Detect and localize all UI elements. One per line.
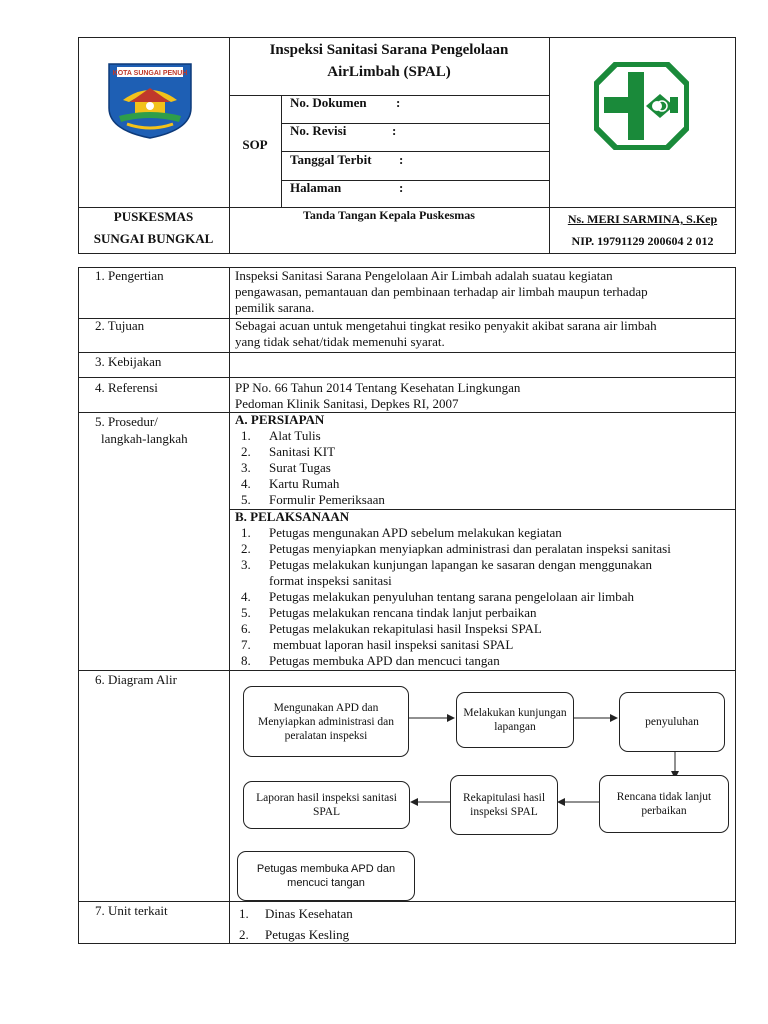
institution-name: [78, 206, 229, 250]
text-line: pengawasan, pemantauan dan pembinaan terhadap air limbah maupun terhadap: [235, 284, 648, 299]
document-title: [229, 39, 549, 83]
text-line: Pedoman Klinik Sanitasi, Depkes RI, 2007: [235, 396, 459, 411]
list-item: 1. Dinas Kesehatan: [239, 906, 353, 921]
list-item-text: Petugas Kesling: [265, 927, 350, 942]
list-item-text: Petugas menyiapkan menyiapkan administrasi dan peralatan inspeksi sanitasi: [269, 541, 671, 556]
list-item-text: Formulir Pemeriksaan: [269, 492, 385, 507]
list-item-text: Kartu Rumah: [269, 476, 340, 491]
text-line: pemilik sarana.: [235, 300, 315, 315]
list-item-text: Petugas melakukan penyuluhan tentang sarana pengelolaan air limbah: [269, 589, 634, 604]
list-item: 3. Petugas melakukan kunjungan lapangan ke sasaran dengan menggunakan: [241, 557, 653, 572]
list-item: 4. Petugas melakukan penyuluhan tentang sarana pengelolaan air limbah: [241, 589, 634, 604]
list-item-text: Alat Tulis: [269, 428, 321, 443]
persiapan-title: A. PERSIAPAN: [235, 412, 325, 427]
flow-box-report: Laporan hasil inspeksi sanitasi SPAL: [243, 781, 410, 829]
signature-caption: Tanda Tangan Kepala Puskesmas: [303, 208, 475, 222]
doc-field-tanggal: [290, 152, 404, 168]
doc-field-label: Halaman: [290, 180, 342, 195]
flow-box-recap: Rekapitulasi hasil inspeksi SPAL: [450, 775, 558, 835]
persiapan-section: [235, 412, 730, 508]
list-item: 2. Petugas menyiapkan menyiapkan administrasi dan peralatan inspeksi sanitasi: [241, 541, 671, 556]
flow-box-follow-up: Rencana tidak lanjut perbaikan: [599, 775, 729, 833]
label-kebijakan: 3. Kebijakan: [95, 354, 162, 369]
list-item: 6. Petugas melakukan rekapitulasi hasil Inspeksi SPAL: [241, 621, 542, 636]
list-item: 1. Petugas mengunakan APD sebelum melakukan kegiatan: [241, 525, 562, 540]
doc-field-label: Tanggal Terbit: [290, 152, 372, 167]
doc-field-label: No. Dokumen: [290, 95, 367, 110]
list-item-text: format inspeksi sanitasi: [269, 573, 392, 588]
list-item: [235, 573, 730, 589]
list-item: 3. Surat Tugas: [241, 460, 331, 475]
doc-field-nomor: [290, 95, 401, 111]
label-tujuan: 2. Tujuan: [95, 318, 145, 333]
pelaksanaan-section: [235, 509, 730, 669]
label-referensi: 4. Referensi: [95, 380, 158, 395]
list-item: 8. Petugas membuka APD dan mencuci tangan: [241, 653, 500, 668]
list-item: 1. Alat Tulis: [241, 428, 321, 443]
institution-line-2: SUNGAI BUNGKAL: [93, 231, 214, 246]
doc-field-label: No. Revisi: [290, 123, 347, 138]
sop-label: SOP: [242, 137, 268, 152]
row-divider: [78, 901, 736, 902]
text-referensi: [235, 380, 730, 412]
doc-field-revisi: [290, 123, 397, 139]
doc-field-colon: :: [399, 152, 404, 167]
text-tujuan: [235, 318, 730, 350]
text-line: PP No. 66 Tahun 2014 Tentang Kesehatan Lingkungan: [235, 380, 521, 395]
title-line-1: Inspeksi Sanitasi Sarana Pengelolaan: [269, 42, 509, 58]
label-prosedur: [95, 413, 188, 447]
flow-box-finish: Petugas membuka APD dan mencuci tangan: [237, 851, 415, 901]
flow-box-prepare: Mengunakan APD dan Menyiapkan administrasi dan peralatan inspeksi: [243, 686, 409, 757]
text-pengertian: [235, 268, 730, 316]
puskesmas-logo: [594, 62, 689, 150]
doc-field-halaman: [290, 180, 404, 196]
list-item: 7. membuat laporan hasil inspeksi sanitasi SPAL: [241, 637, 514, 652]
head-name: Ns. MERI SARMINA, S.Kep: [567, 212, 718, 226]
list-item: 2. Sanitasi KIT: [241, 444, 336, 459]
city-emblem-logo: [105, 58, 195, 140]
list-item-text: Petugas melakukan rencana tindak lanjut perbaikan: [269, 605, 537, 620]
title-line-2: AirLimbah (SPAL): [327, 64, 451, 80]
emblem-text: KOTA SUNGAI PENUH: [112, 70, 188, 77]
list-item: 4. Kartu Rumah: [241, 476, 340, 491]
doc-field-colon: :: [392, 123, 397, 138]
list-item-text: Petugas melakukan kunjungan lapangan ke sasaran dengan menggunakan: [269, 557, 653, 572]
list-item-text: Dinas Kesehatan: [265, 906, 353, 921]
row-divider: [78, 377, 736, 378]
list-item-text: Petugas melakukan rekapitulasi hasil Inspeksi SPAL: [269, 621, 542, 636]
list-item-text: membuat laporan hasil inspeksi sanitasi SPAL: [273, 637, 514, 652]
doc-field-colon: :: [399, 180, 404, 195]
institution-line-1: PUSKESMAS: [113, 209, 194, 224]
flow-box-counseling: penyuluhan: [619, 692, 725, 752]
label-pengertian: 1. Pengertian: [95, 268, 164, 283]
label-line: langkah-langkah: [101, 431, 188, 446]
list-item: 2. Petugas Kesling: [239, 927, 350, 942]
row-divider: [78, 352, 736, 353]
list-item-text: Petugas mengunakan APD sebelum melakukan kegiatan: [269, 525, 562, 540]
unit-list: [235, 903, 730, 945]
label-line: 5. Prosedur/: [95, 414, 158, 429]
list-item: 5. Formulir Pemeriksaan: [241, 492, 385, 507]
text-line: Sebagai acuan untuk mengetahui tingkat resiko penyakit akibat sarana air limbah: [235, 318, 657, 333]
list-item-text: Sanitasi KIT: [269, 444, 336, 459]
label-unit: 7. Unit terkait: [95, 903, 168, 918]
text-line: Inspeksi Sanitasi Sarana Pengelolaan Air Limbah adalah suatau kegiatan: [235, 268, 613, 283]
list-item-text: Petugas membuka APD dan mencuci tangan: [269, 653, 500, 668]
list-item: 5. Petugas melakukan rencana tindak lanjut perbaikan: [241, 605, 537, 620]
header-rule-title: [229, 95, 549, 96]
pelaksanaan-title: B. PELAKSANAAN: [235, 509, 350, 524]
flow-box-field-visit: Melakukan kunjungan lapangan: [456, 692, 574, 748]
doc-field-colon: :: [396, 95, 401, 110]
list-item-text: Surat Tugas: [269, 460, 331, 475]
head-signatory: [549, 208, 736, 252]
text-line: yang tidak sehat/tidak memenuhi syarat.: [235, 334, 445, 349]
head-nip: NIP. 19791129 200604 2 012: [571, 234, 714, 248]
label-diagram: 6. Diagram Alir: [95, 672, 177, 687]
